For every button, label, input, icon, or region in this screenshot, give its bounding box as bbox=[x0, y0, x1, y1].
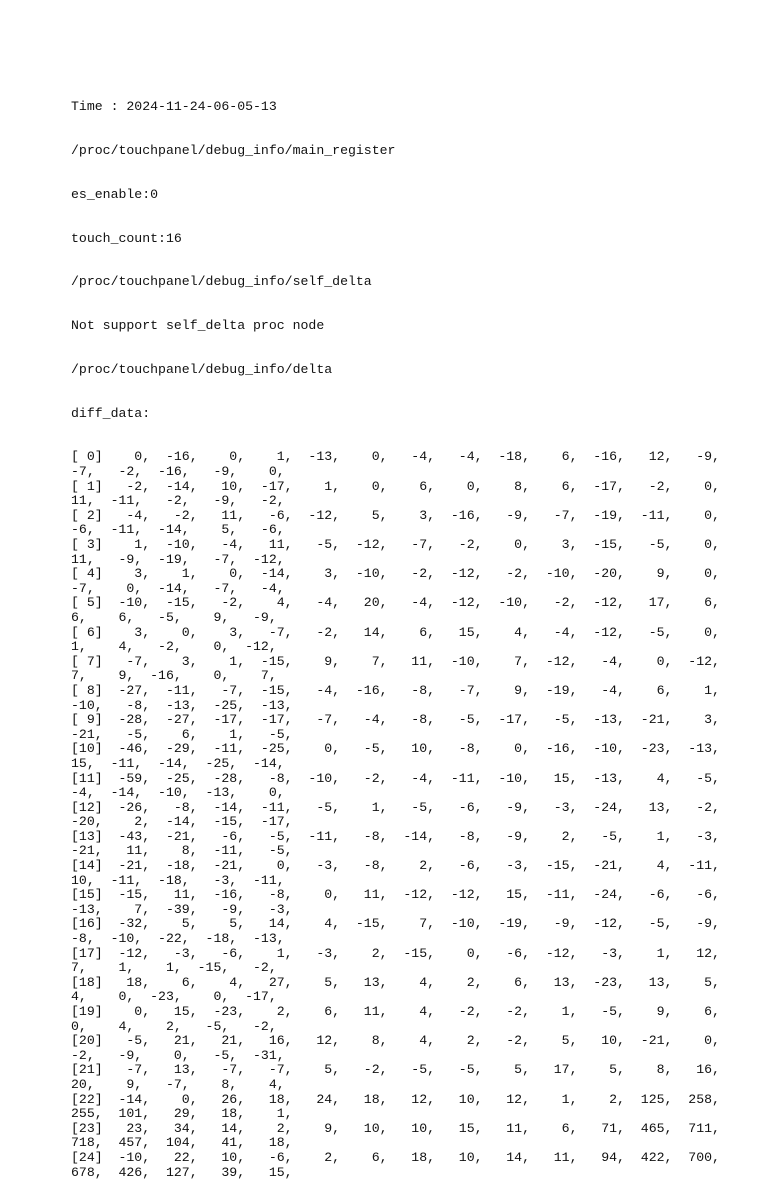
diff-row-line: [ 2] -4, -2, 11, -6, -12, 5, 3, -16, -9, -7, -19, -11, 0, bbox=[71, 507, 720, 523]
diff-row bbox=[71, 945, 720, 976]
diff-row-line: [ 8] -27, -11, -7, -15, -4, -16, -8, -7, 9, -19, -4, 6, 1, bbox=[71, 682, 720, 698]
diff-row bbox=[71, 770, 720, 801]
diff-row bbox=[71, 1062, 720, 1092]
diff-row-continuation: 0, 4, 2, -5, -2, bbox=[71, 1018, 277, 1034]
debug-log-document bbox=[71, 71, 720, 1195]
diff-row-continuation: -20, 2, -14, -15, -17, bbox=[71, 814, 293, 830]
diff-row bbox=[71, 858, 720, 888]
diff-row-continuation: -7, -2, -16, -9, 0, bbox=[71, 464, 285, 480]
diff-row-continuation: -8, -10, -22, -18, -13, bbox=[71, 931, 285, 947]
diff-row bbox=[71, 537, 720, 567]
diff-row bbox=[71, 712, 720, 742]
diff-row-continuation: 6, 6, -5, 9, -9, bbox=[71, 609, 277, 625]
diff-row bbox=[71, 595, 720, 625]
diff-row-line: [ 6] 3, 0, 3, -7, -2, 14, 6, 15, 4, -4, -12, -5, 0, bbox=[71, 624, 720, 640]
diff-row bbox=[71, 1149, 720, 1180]
diff-row-line: [13] -43, -21, -6, -5, -11, -8, -14, -8, -9, 2, -5, 1, -3, bbox=[71, 828, 720, 844]
diff-row bbox=[71, 478, 720, 509]
diff-row-continuation: 11, -11, -2, -9, -2, bbox=[71, 493, 285, 509]
diff-row-line: [11] -59, -25, -28, -8, -10, -2, -4, -11, -10, 15, -13, 4, -5, bbox=[71, 770, 720, 786]
diff-row-line: [10] -46, -29, -11, -25, 0, -5, 10, -8, 0, -16, -10, -23, -13, bbox=[71, 741, 720, 757]
diff-row bbox=[71, 624, 720, 655]
touch-count-line: touch_count:16 bbox=[71, 230, 182, 246]
diff-row bbox=[71, 1004, 720, 1034]
diff-row bbox=[71, 1091, 720, 1122]
diff-row-line: [20] -5, 21, 21, 16, 12, 8, 4, 2, -2, 5, 10, -21, 0, bbox=[71, 1033, 720, 1049]
diff-row-line: [16] -32, 5, 5, 14, 4, -15, 7, -10, -19, -9, -12, -5, -9, bbox=[71, 916, 720, 932]
diff-row-continuation: -13, 7, -39, -9, -3, bbox=[71, 901, 293, 917]
timestamp-line: Time : 2024-11-24-06-05-13 bbox=[71, 99, 277, 115]
diff-row-continuation: -4, -14, -10, -13, 0, bbox=[71, 785, 285, 801]
diff-row-line: [ 5] -10, -15, -2, 4, -4, 20, -4, -12, -10, -2, -12, 17, 6, bbox=[71, 595, 720, 611]
diff-row-continuation: 678, 426, 127, 39, 15, bbox=[71, 1164, 293, 1180]
diff-row-continuation: 20, 9, -7, 8, 4, bbox=[71, 1076, 285, 1092]
diff-row-continuation: 718, 457, 104, 41, 18, bbox=[71, 1135, 293, 1151]
diff-row-line: [ 9] -28, -27, -17, -17, -7, -4, -8, -5, -17, -5, -13, -21, 3, bbox=[71, 712, 720, 728]
self-delta-message: Not support self_delta proc node bbox=[71, 318, 325, 334]
diff-row-continuation: 7, 1, 1, -15, -2, bbox=[71, 960, 277, 976]
diff-data-table bbox=[71, 449, 720, 1180]
diff-row-line: [12] -26, -8, -14, -11, -5, 1, -5, -6, -9, -3, -24, 13, -2, bbox=[71, 799, 720, 815]
diff-row-line: [ 1] -2, -14, 10, -17, 1, 0, 6, 0, 8, 6, -17, -2, 0, bbox=[71, 478, 720, 494]
diff-row-continuation: -10, -8, -13, -25, -13, bbox=[71, 697, 293, 713]
diff-row bbox=[71, 682, 720, 713]
diff-row-line: [24] -10, 22, 10, -6, 2, 6, 18, 10, 14, 11, 94, 422, 700, bbox=[71, 1149, 720, 1165]
diff-row bbox=[71, 1033, 720, 1063]
diff-row bbox=[71, 653, 720, 684]
diff-row bbox=[71, 449, 720, 480]
diff-row-continuation: 4, 0, -23, 0, -17, bbox=[71, 989, 277, 1005]
diff-row bbox=[71, 916, 720, 947]
self-delta-path: /proc/touchpanel/debug_info/self_delta bbox=[71, 274, 372, 290]
diff-data-label: diff_data: bbox=[71, 405, 151, 421]
diff-row-continuation: 11, -9, -19, -7, -12, bbox=[71, 551, 285, 567]
diff-row-continuation: -2, -9, 0, -5, -31, bbox=[71, 1047, 285, 1063]
diff-row-continuation: -21, 11, 8, -11, -5, bbox=[71, 843, 293, 859]
es-enable-line: es_enable:0 bbox=[71, 186, 159, 202]
diff-row bbox=[71, 1120, 720, 1151]
diff-row-line: [ 0] 0, -16, 0, 1, -13, 0, -4, -4, -18, 6, -16, 12, -9, bbox=[71, 449, 720, 465]
diff-row-continuation: 1, 4, -2, 0, -12, bbox=[71, 639, 277, 655]
diff-row bbox=[71, 566, 720, 596]
diff-row-continuation: 15, -11, -14, -25, -14, bbox=[71, 755, 285, 771]
diff-row bbox=[71, 507, 720, 538]
diff-row-line: [ 4] 3, 1, 0, -14, 3, -10, -2, -12, -2, -10, -20, 9, 0, bbox=[71, 566, 720, 582]
diff-row-continuation: -21, -5, 6, 1, -5, bbox=[71, 726, 293, 742]
diff-row bbox=[71, 828, 720, 859]
diff-row-line: [17] -12, -3, -6, 1, -3, 2, -15, 0, -6, -12, -3, 1, 12, bbox=[71, 945, 720, 961]
diff-row-line: [21] -7, 13, -7, -7, 5, -2, -5, -5, 5, 17, 5, 8, 16, bbox=[71, 1062, 720, 1078]
diff-row-line: [22] -14, 0, 26, 18, 24, 18, 12, 10, 12, 1, 2, 125, 258, bbox=[71, 1091, 720, 1107]
diff-row-line: [15] -15, 11, -16, -8, 0, 11, -12, -12, 15, -11, -24, -6, -6, bbox=[71, 887, 720, 903]
diff-row-continuation: 7, 9, -16, 0, 7, bbox=[71, 668, 277, 684]
diff-row-continuation: 255, 101, 29, 18, 1, bbox=[71, 1106, 293, 1122]
main-register-path: /proc/touchpanel/debug_info/main_register bbox=[71, 142, 396, 158]
diff-row bbox=[71, 974, 720, 1005]
diff-row-line: [19] 0, 15, -23, 2, 6, 11, 4, -2, -2, 1, -5, 9, 6, bbox=[71, 1004, 720, 1019]
diff-row bbox=[71, 741, 720, 771]
diff-row-continuation: 10, -11, -18, -3, -11, bbox=[71, 872, 285, 888]
diff-row-continuation: -6, -11, -14, 5, -6, bbox=[71, 522, 285, 538]
diff-row-line: [23] 23, 34, 14, 2, 9, 10, 10, 15, 11, 6, 71, 465, 711, bbox=[71, 1120, 720, 1136]
diff-row-line: [ 3] 1, -10, -4, 11, -5, -12, -7, -2, 0, 3, -15, -5, 0, bbox=[71, 537, 720, 552]
diff-row-continuation: -7, 0, -14, -7, -4, bbox=[71, 580, 285, 596]
diff-row-line: [14] -21, -18, -21, 0, -3, -8, 2, -6, -3, -15, -21, 4, -11, bbox=[71, 858, 720, 874]
diff-row-line: [ 7] -7, 3, 1, -15, 9, 7, 11, -10, 7, -12, -4, 0, -12, bbox=[71, 653, 720, 669]
delta-path: /proc/touchpanel/debug_info/delta bbox=[71, 361, 333, 377]
diff-row-line: [18] 18, 6, 4, 27, 5, 13, 4, 2, 6, 13, -23, 13, 5, bbox=[71, 974, 720, 990]
diff-row bbox=[71, 799, 720, 830]
diff-row bbox=[71, 887, 720, 917]
